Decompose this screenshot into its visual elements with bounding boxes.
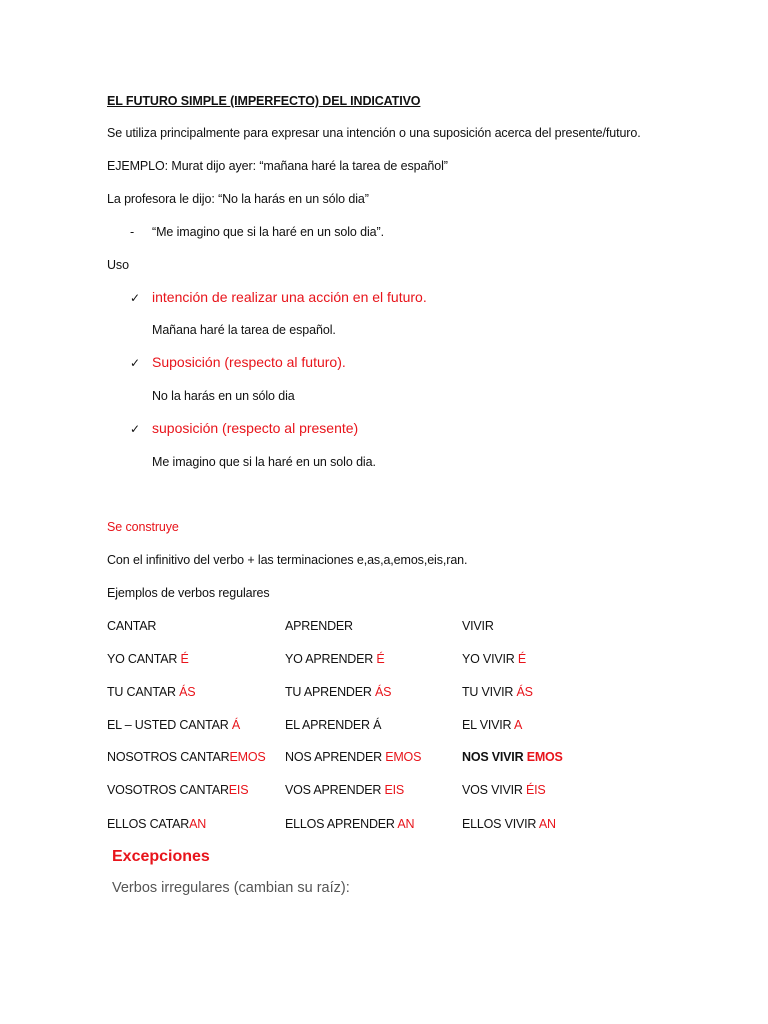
check-icon: ✓ [130, 356, 141, 370]
conjugation-cell: ELLOS VIVIR AN [462, 817, 556, 831]
conjugation-cell: EL APRENDER Á [285, 718, 382, 732]
use-example: Me imagino que si la haré en un solo dia. [152, 455, 376, 469]
teacher-line: La profesora le dijo: “No la harás en un sólo dia” [107, 192, 369, 206]
conjugation-cell: NOS VIVIR EMOS [462, 750, 563, 764]
use-label: intención de realizar una acción en el futuro. [152, 289, 427, 305]
regular-examples-label: Ejemplos de verbos regulares [107, 586, 270, 600]
intro-paragraph: Se utiliza principalmente para expresar una intención o una suposición acerca del presente/futuro. [107, 126, 641, 140]
use-item [130, 353, 346, 372]
table-header-aprender: APRENDER [285, 619, 353, 633]
use-label: Suposición (respecto al futuro). [152, 354, 346, 370]
conjugation-cell: VOS APRENDER EIS [285, 783, 405, 797]
check-icon: ✓ [130, 422, 141, 436]
irregular-verbs-label: Verbos irregulares (cambian su raíz): [112, 880, 350, 896]
example-line: EJEMPLO: Murat dijo ayer: “mañana haré la tarea de español” [107, 159, 448, 173]
construct-rule: Con el infinitivo del verbo + las terminaciones e,as,a,emos,eis,ran. [107, 553, 468, 567]
conjugation-cell: VOS VIVIR ÉIS [462, 783, 546, 797]
table-header-cantar: CANTAR [107, 619, 157, 633]
exceptions-heading: Excepciones [112, 848, 210, 865]
dash-marker: - [130, 225, 135, 239]
use-item [130, 288, 427, 307]
conjugation-cell: EL VIVIR A [462, 718, 523, 732]
use-example: No la harás en un sólo dia [152, 389, 295, 403]
conjugation-cell: YO APRENDER É [285, 652, 385, 666]
check-icon: ✓ [130, 291, 141, 305]
table-header-vivir: VIVIR [462, 619, 494, 633]
conjugation-cell: NOS APRENDER EMOS [285, 750, 422, 764]
conjugation-cell: TU APRENDER ÁS [285, 685, 392, 699]
conjugation-cell: ELLOS CATARAN [107, 817, 207, 831]
uso-label: Uso [107, 258, 129, 272]
use-example: Mañana haré la tarea de español. [152, 323, 336, 337]
conjugation-cell: EL – USTED CANTAR Á [107, 718, 241, 732]
conjugation-cell: TU CANTAR ÁS [107, 685, 196, 699]
document-title: EL FUTURO SIMPLE (IMPERFECTO) DEL INDICATIVO [107, 94, 421, 108]
conjugation-cell: NOSOTROS CANTAREMOS [107, 750, 266, 764]
use-label: suposición (respecto al presente) [152, 420, 359, 436]
use-item [130, 419, 358, 438]
construct-heading: Se construye [107, 520, 179, 534]
conjugation-cell: TU VIVIR ÁS [462, 685, 533, 699]
conjugation-cell: YO CANTAR É [107, 652, 189, 666]
conjugation-cell: ELLOS APRENDER AN [285, 817, 415, 831]
dash-quote: “Me imagino que si la haré en un solo dia”. [152, 225, 384, 239]
conjugation-cell: YO VIVIR É [462, 652, 526, 666]
conjugation-cell: VOSOTROS CANTAREIS [107, 783, 249, 797]
